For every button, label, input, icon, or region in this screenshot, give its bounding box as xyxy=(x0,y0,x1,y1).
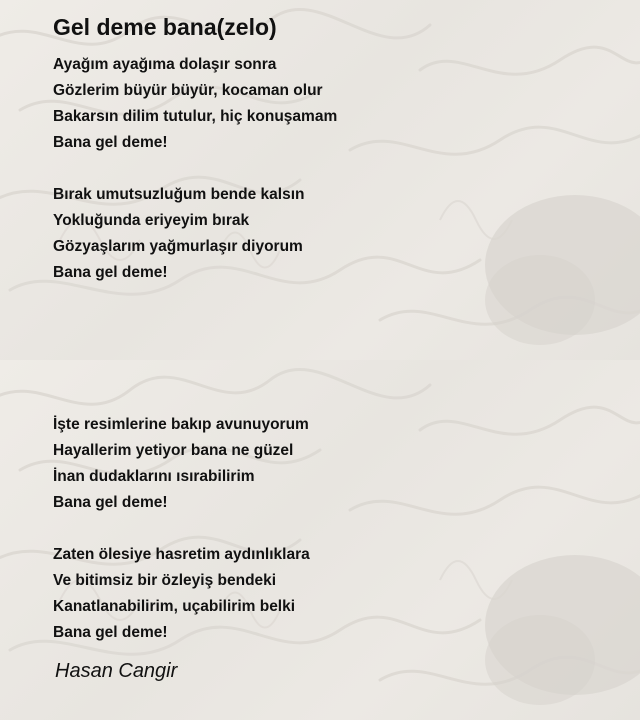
stanza-line: İnan dudaklarını ısırabilirim xyxy=(53,468,255,485)
stanza-line: Ayağım ayağıma dolaşır sonra xyxy=(53,56,277,73)
stanza-3 xyxy=(53,412,309,516)
stanza-line: Ve bitimsiz bir özleyiş bendeki xyxy=(53,572,277,589)
stanza-line: Bana gel deme! xyxy=(53,264,168,281)
poem-title: Gel deme bana(zelo) xyxy=(53,14,277,40)
poem-author: Hasan Cangir xyxy=(55,660,178,682)
stanza-line: Bana gel deme! xyxy=(53,134,168,151)
stanza-line: Yokluğunda eriyeyim bırak xyxy=(53,212,250,229)
stanza-line: Gözyaşlarım yağmurlaşır diyorum xyxy=(53,238,303,255)
stanza-line: Zaten ölesiye hasretim aydınlıklara xyxy=(53,546,310,563)
stanza-line: Bana gel deme! xyxy=(53,494,168,511)
stanza-line: Bakarsın dilim tutulur, hiç konuşamam xyxy=(53,108,338,125)
stanza-1 xyxy=(53,52,337,156)
stanza-line: Bırak umutsuzluğum bende kalsın xyxy=(53,186,305,203)
stanza-2 xyxy=(53,182,305,286)
stanza-4 xyxy=(53,542,310,646)
poem xyxy=(53,12,613,682)
stanza-line: Bana gel deme! xyxy=(53,624,168,641)
stanza-line: İşte resimlerine bakıp avunuyorum xyxy=(53,416,309,433)
stanza-line: Kanatlanabilirim, uçabilirim belki xyxy=(53,598,296,615)
stanza-line: Hayallerim yetiyor bana ne güzel xyxy=(53,442,294,459)
stanza-line: Gözlerim büyür büyür, kocaman olur xyxy=(53,82,323,99)
